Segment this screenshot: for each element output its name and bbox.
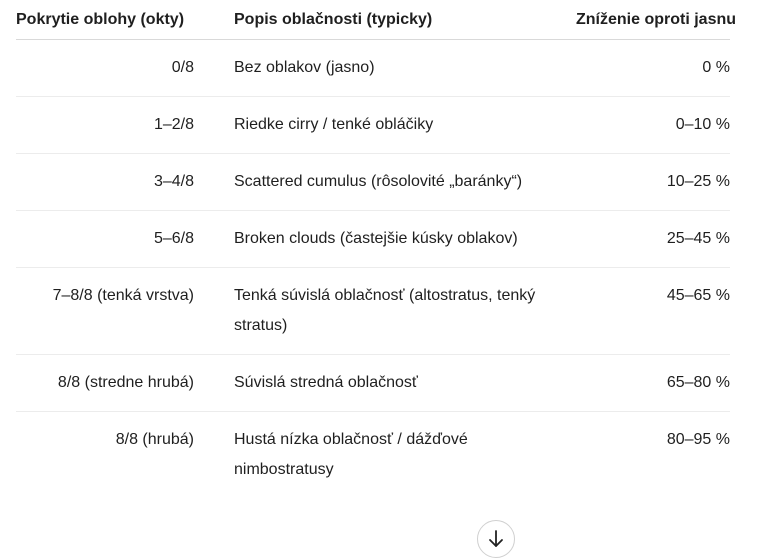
cell-description: Scattered cumulus (rôsolovité „baránky“) — [194, 154, 576, 211]
cell-description: Riedke cirry / tenké obláčiky — [194, 97, 576, 154]
cell-reduction: 45–65 % — [576, 268, 730, 355]
cell-reduction: 0–10 % — [576, 97, 730, 154]
table-header-row — [16, 0, 730, 40]
cell-description: Bez oblakov (jasno) — [194, 40, 576, 97]
header-reduction: Zníženie oproti jasnu — [576, 0, 730, 40]
cell-reduction: 80–95 % — [666, 431, 730, 448]
cell-reduction: 10–25 % — [576, 154, 730, 211]
cell-coverage: 7–8/8 (tenká vrstva) — [16, 268, 194, 355]
cell-description: Broken clouds (častejšie kúsky oblakov) — [194, 211, 576, 268]
table-row — [16, 154, 730, 211]
header-description: Popis oblačnosti (typicky) — [194, 0, 576, 40]
arrow-down-icon — [487, 529, 505, 549]
scroll-to-bottom-button[interactable] — [477, 520, 515, 558]
cell-coverage: 0/8 — [16, 40, 194, 97]
table-row — [16, 211, 730, 268]
cell-reduction: 0 % — [576, 40, 730, 97]
table-row — [16, 412, 730, 499]
table-row — [16, 40, 730, 97]
cell-description: Tenká súvislá oblačnosť (altostratus, tenký stratus) — [194, 268, 576, 355]
cell-coverage: 8/8 (hrubá) — [115, 431, 194, 448]
cell-reduction: 65–80 % — [576, 355, 730, 412]
cell-description: Súvislá stredná oblačnosť — [194, 355, 576, 412]
cloud-cover-table — [16, 0, 737, 498]
table-row — [16, 97, 730, 154]
cell-description: Hustá nízka oblačnosť / dážďové nimbostratusy — [234, 431, 468, 478]
header-coverage: Pokrytie oblohy (okty) — [16, 0, 194, 40]
table-row — [16, 268, 730, 355]
table-row — [16, 355, 730, 412]
cell-coverage: 1–2/8 — [16, 97, 194, 154]
cell-coverage: 3–4/8 — [16, 154, 194, 211]
cell-coverage: 8/8 (stredne hrubá) — [16, 355, 194, 412]
cloud-cover-table-container — [16, 0, 737, 498]
cell-coverage: 5–6/8 — [16, 211, 194, 268]
cell-reduction: 25–45 % — [576, 211, 730, 268]
